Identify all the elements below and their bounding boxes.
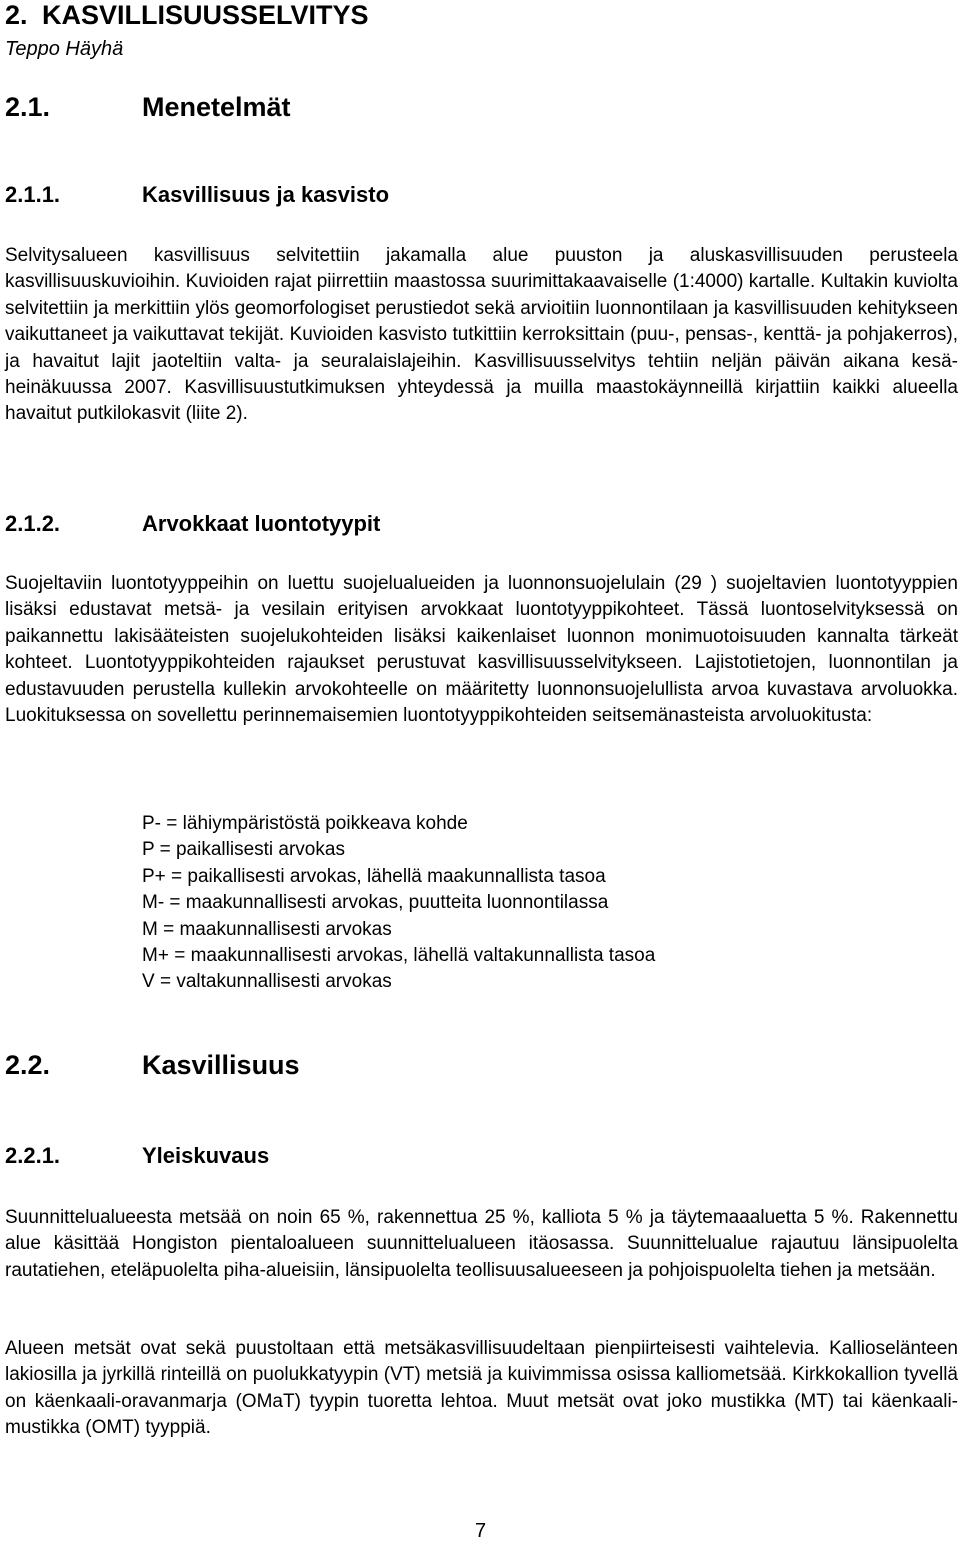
paragraph-yleiskuvaus-1: Suunnittelualueesta metsää on noin 65 %, rakennettua 25 %, kalliota 5 % ja täytemaaaluetta 5 %. Rakennettu alue käsittää Hongiston pientaloalueen suunnittelualueen itäosassa. Suunnittelualue rajautuu länsipuolelta rautatiehen, eteläpuolelta piha-alueisiin, länsipuolelta teollisuusalueeseen ja pohjoispuolelta tiehen ja metsään. (5, 1207, 958, 1281)
subsection-number: 2.1.1. (5, 182, 61, 207)
subsection-title: Kasvillisuus ja kasvisto (142, 182, 390, 207)
chapter-number: 2. (5, 0, 28, 30)
paragraph-kasvillisuus-ja-kasvisto: Selvitysalueen kasvillisuus selvitettiin jakamalla alue puuston ja aluskasvillisuuden perusteela kasvillisuuskuvioihin. Kuvioiden rajat piirrettiin maastossa suurimittakaavaiselle (1:4000) kartalle. Kultakin kuviolta selvitettiin ja merkittiin ylös geomorfologiset perustiedot sekä arvioitiin luonnontilaan ja kasvillisuuden kehitykseen vaikuttaneet ja vaikuttavat tekijät. Kuvioiden kasvisto tutkittiin kerroksittain (puu-, pensas-, kenttä- ja pohjakerros), ja havaitut lajit jaoteltiin valta- ja seuralaislajeihin. Kasvillisuusselvitys tehtiin neljän päivän aikana kesä-heinäkuussa 2007. Kasvillisuustutkimuksen yhteydessä ja muilla maastokäynneillä kirjattiin kaikki alueella havaitut putkilokasvit (liite 2). (5, 245, 958, 425)
paragraph-arvokkaat-luontotyypit: Suojeltaviin luontotyyppeihin on luettu suojelualueiden ja luonnonsuojelulain (29 ) suojeltavien luontotyyppien lisäksi edustavat metsä- ja vesilain erityisen arvokkaat luontotyyppikohteet. Tässä luontoselvityksessä on paikannettu lakisääteisten suojelukohteiden lisäksi kaikenlaiset luonnon monimuotoisuuden kannalta tärkeät kohteet. Luontotyyppikohteiden rajaukset perustuvat kasvillisuusselvitykseen. Lajistotietojen, luonnontilan ja edustavuuden perustella kullekin arvokohteelle on määritetty luonnonsuojelullista arvoa kuvastava arvoluokka. Luokituksessa on sovellettu perinnemaisemien luontotyyppikohteiden seitsemänasteista arvoluokitusta: (5, 573, 958, 727)
value-class-item: P- = lähiympäristöstä poikkeava kohde (142, 813, 468, 834)
section-number: 2.1. (5, 92, 51, 122)
section-title: Kasvillisuus (142, 1050, 300, 1080)
author-name: Teppo Häyhä (5, 38, 124, 60)
value-class-item: P+ = paikallisesti arvokas, lähellä maakunnallista tasoa (142, 865, 606, 887)
paragraph-yleiskuvaus-2: Alueen metsät ovat sekä puustoltaan että metsäkasvillisuudeltaan pienpiirteisesti vaihtelevia. Kallioselänteen lakiosilla ja jyrkillä rinteillä on puolukkatyypin (VT) metsiä ja kuivimmissa osissa kalliometsää. Kirkkokallion tyvellä on käenkaali-oravanmarja (OMaT) tyypin tuoretta lehtoa. Muut metsät ovat joko mustikka (MT) tai käenkaali-mustikka (OMT) tyyppiä. (5, 1338, 958, 1439)
value-class-item: M- = maakunnallisesti arvokas, puutteita luonnontilassa (142, 892, 609, 914)
subsection-title: Yleiskuvaus (142, 1143, 270, 1168)
subsection-number: 2.2.1. (5, 1143, 61, 1168)
value-class-item: M = maakunnallisesti arvokas (142, 918, 392, 940)
value-class-item: V = valtakunnallisesti arvokas (142, 971, 392, 993)
chapter-title: KASVILLISUUSSELVITYS (42, 0, 369, 30)
subsection-number: 2.1.2. (5, 511, 61, 536)
subsection-title: Arvokkaat luontotyypit (142, 511, 381, 536)
value-class-item: P = paikallisesti arvokas (142, 839, 345, 861)
section-number: 2.2. (5, 1050, 51, 1080)
value-class-item: M+ = maakunnallisesti arvokas, lähellä valtakunnallista tasoa (142, 945, 656, 967)
page-number: 7 (475, 1520, 487, 1542)
value-class-list (142, 811, 655, 996)
section-title: Menetelmät (142, 92, 291, 122)
